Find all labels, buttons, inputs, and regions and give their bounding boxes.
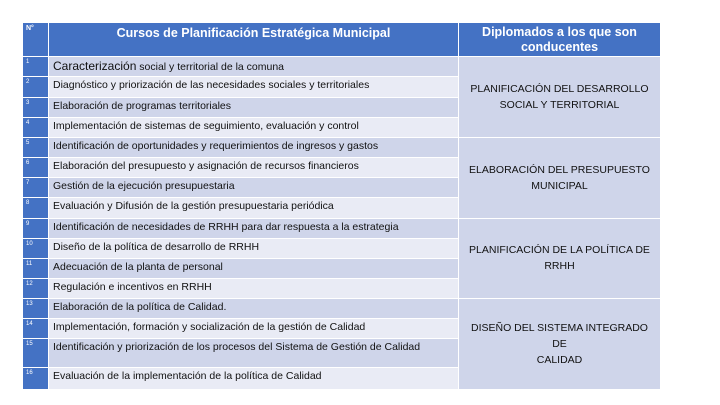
- table-header-row: [23, 23, 661, 57]
- row-number: 8: [23, 198, 49, 218]
- course-name: Elaboración de programas territoriales: [49, 97, 459, 117]
- row-number: 5: [23, 137, 49, 157]
- row-number: 3: [23, 97, 49, 117]
- row-number: 1: [23, 57, 49, 77]
- diploma-cell: [459, 299, 661, 390]
- header-courses: Cursos de Planificación Estratégica Municipal: [49, 23, 459, 57]
- course-name: Adecuación de la planta de personal: [49, 258, 459, 278]
- diploma-line: PLANIFICACIÓN DE LA POLÍTICA DE: [469, 244, 650, 257]
- course-name: Gestión de la ejecución presupuestaria: [49, 178, 459, 198]
- table-row: [23, 57, 661, 77]
- course-name: [49, 57, 459, 77]
- diploma-line: MUNICIPAL: [531, 179, 588, 192]
- row-number: 14: [23, 319, 49, 339]
- row-number: 12: [23, 278, 49, 298]
- diploma-cell: [459, 57, 661, 138]
- diploma-line: SOCIAL Y TERRITORIAL: [499, 99, 620, 112]
- diploma-line: CALIDAD: [536, 354, 583, 367]
- diploma-cell: [459, 137, 661, 218]
- row-number: 4: [23, 117, 49, 137]
- diploma-cell: [459, 218, 661, 299]
- courses-table: [22, 22, 661, 390]
- course-name: Identificación de necesidades de RRHH para dar respuesta a la estrategia: [49, 218, 459, 238]
- course-name: Evaluación de la implementación de la política de Calidad: [49, 367, 459, 389]
- row-number: 11: [23, 258, 49, 278]
- table-row: [23, 299, 661, 319]
- diploma-line: PLANIFICACIÓN DEL DESARROLLO: [470, 83, 649, 96]
- header-number: N°: [23, 23, 49, 57]
- course-name: Diseño de la política de desarrollo de RRHH: [49, 238, 459, 258]
- course-name-rest: social y territorial de la comuna: [136, 61, 285, 74]
- row-number: 6: [23, 158, 49, 178]
- diploma-line: ELABORACIÓN DEL PRESUPUESTO: [469, 163, 650, 176]
- row-number: 13: [23, 299, 49, 319]
- course-name: Identificación y priorización de los procesos del Sistema de Gestión de Calidad: [49, 339, 459, 367]
- row-number: 16: [23, 367, 49, 389]
- diploma-line: DISEÑO DEL SISTEMA INTEGRADO DE: [471, 322, 648, 351]
- table-row: [23, 137, 661, 157]
- course-name: Implementación de sistemas de seguimiento, evaluación y control: [49, 117, 459, 137]
- course-name: Elaboración de la política de Calidad.: [49, 299, 459, 319]
- row-number: 10: [23, 238, 49, 258]
- header-diplomas: Diplomados a los que son conducentes: [459, 23, 661, 57]
- row-number: 9: [23, 218, 49, 238]
- course-name: Identificación de oportunidades y requerimientos de ingresos y gastos: [49, 137, 459, 157]
- course-name: Implementación, formación y socialización de la gestión de Calidad: [49, 319, 459, 339]
- course-name: Elaboración del presupuesto y asignación de recursos financieros: [49, 158, 459, 178]
- course-name-emphasis: Caracterización: [53, 59, 137, 74]
- table-row: [23, 218, 661, 238]
- course-name: Diagnóstico y priorización de las necesidades sociales y territoriales: [49, 77, 459, 97]
- row-number: 2: [23, 77, 49, 97]
- course-name: Regulación e incentivos en RRHH: [49, 278, 459, 298]
- row-number: 15: [23, 339, 49, 367]
- row-number: 7: [23, 178, 49, 198]
- course-name: Evaluación y Difusión de la gestión presupuestaria periódica: [49, 198, 459, 218]
- diploma-line: RRHH: [544, 260, 575, 273]
